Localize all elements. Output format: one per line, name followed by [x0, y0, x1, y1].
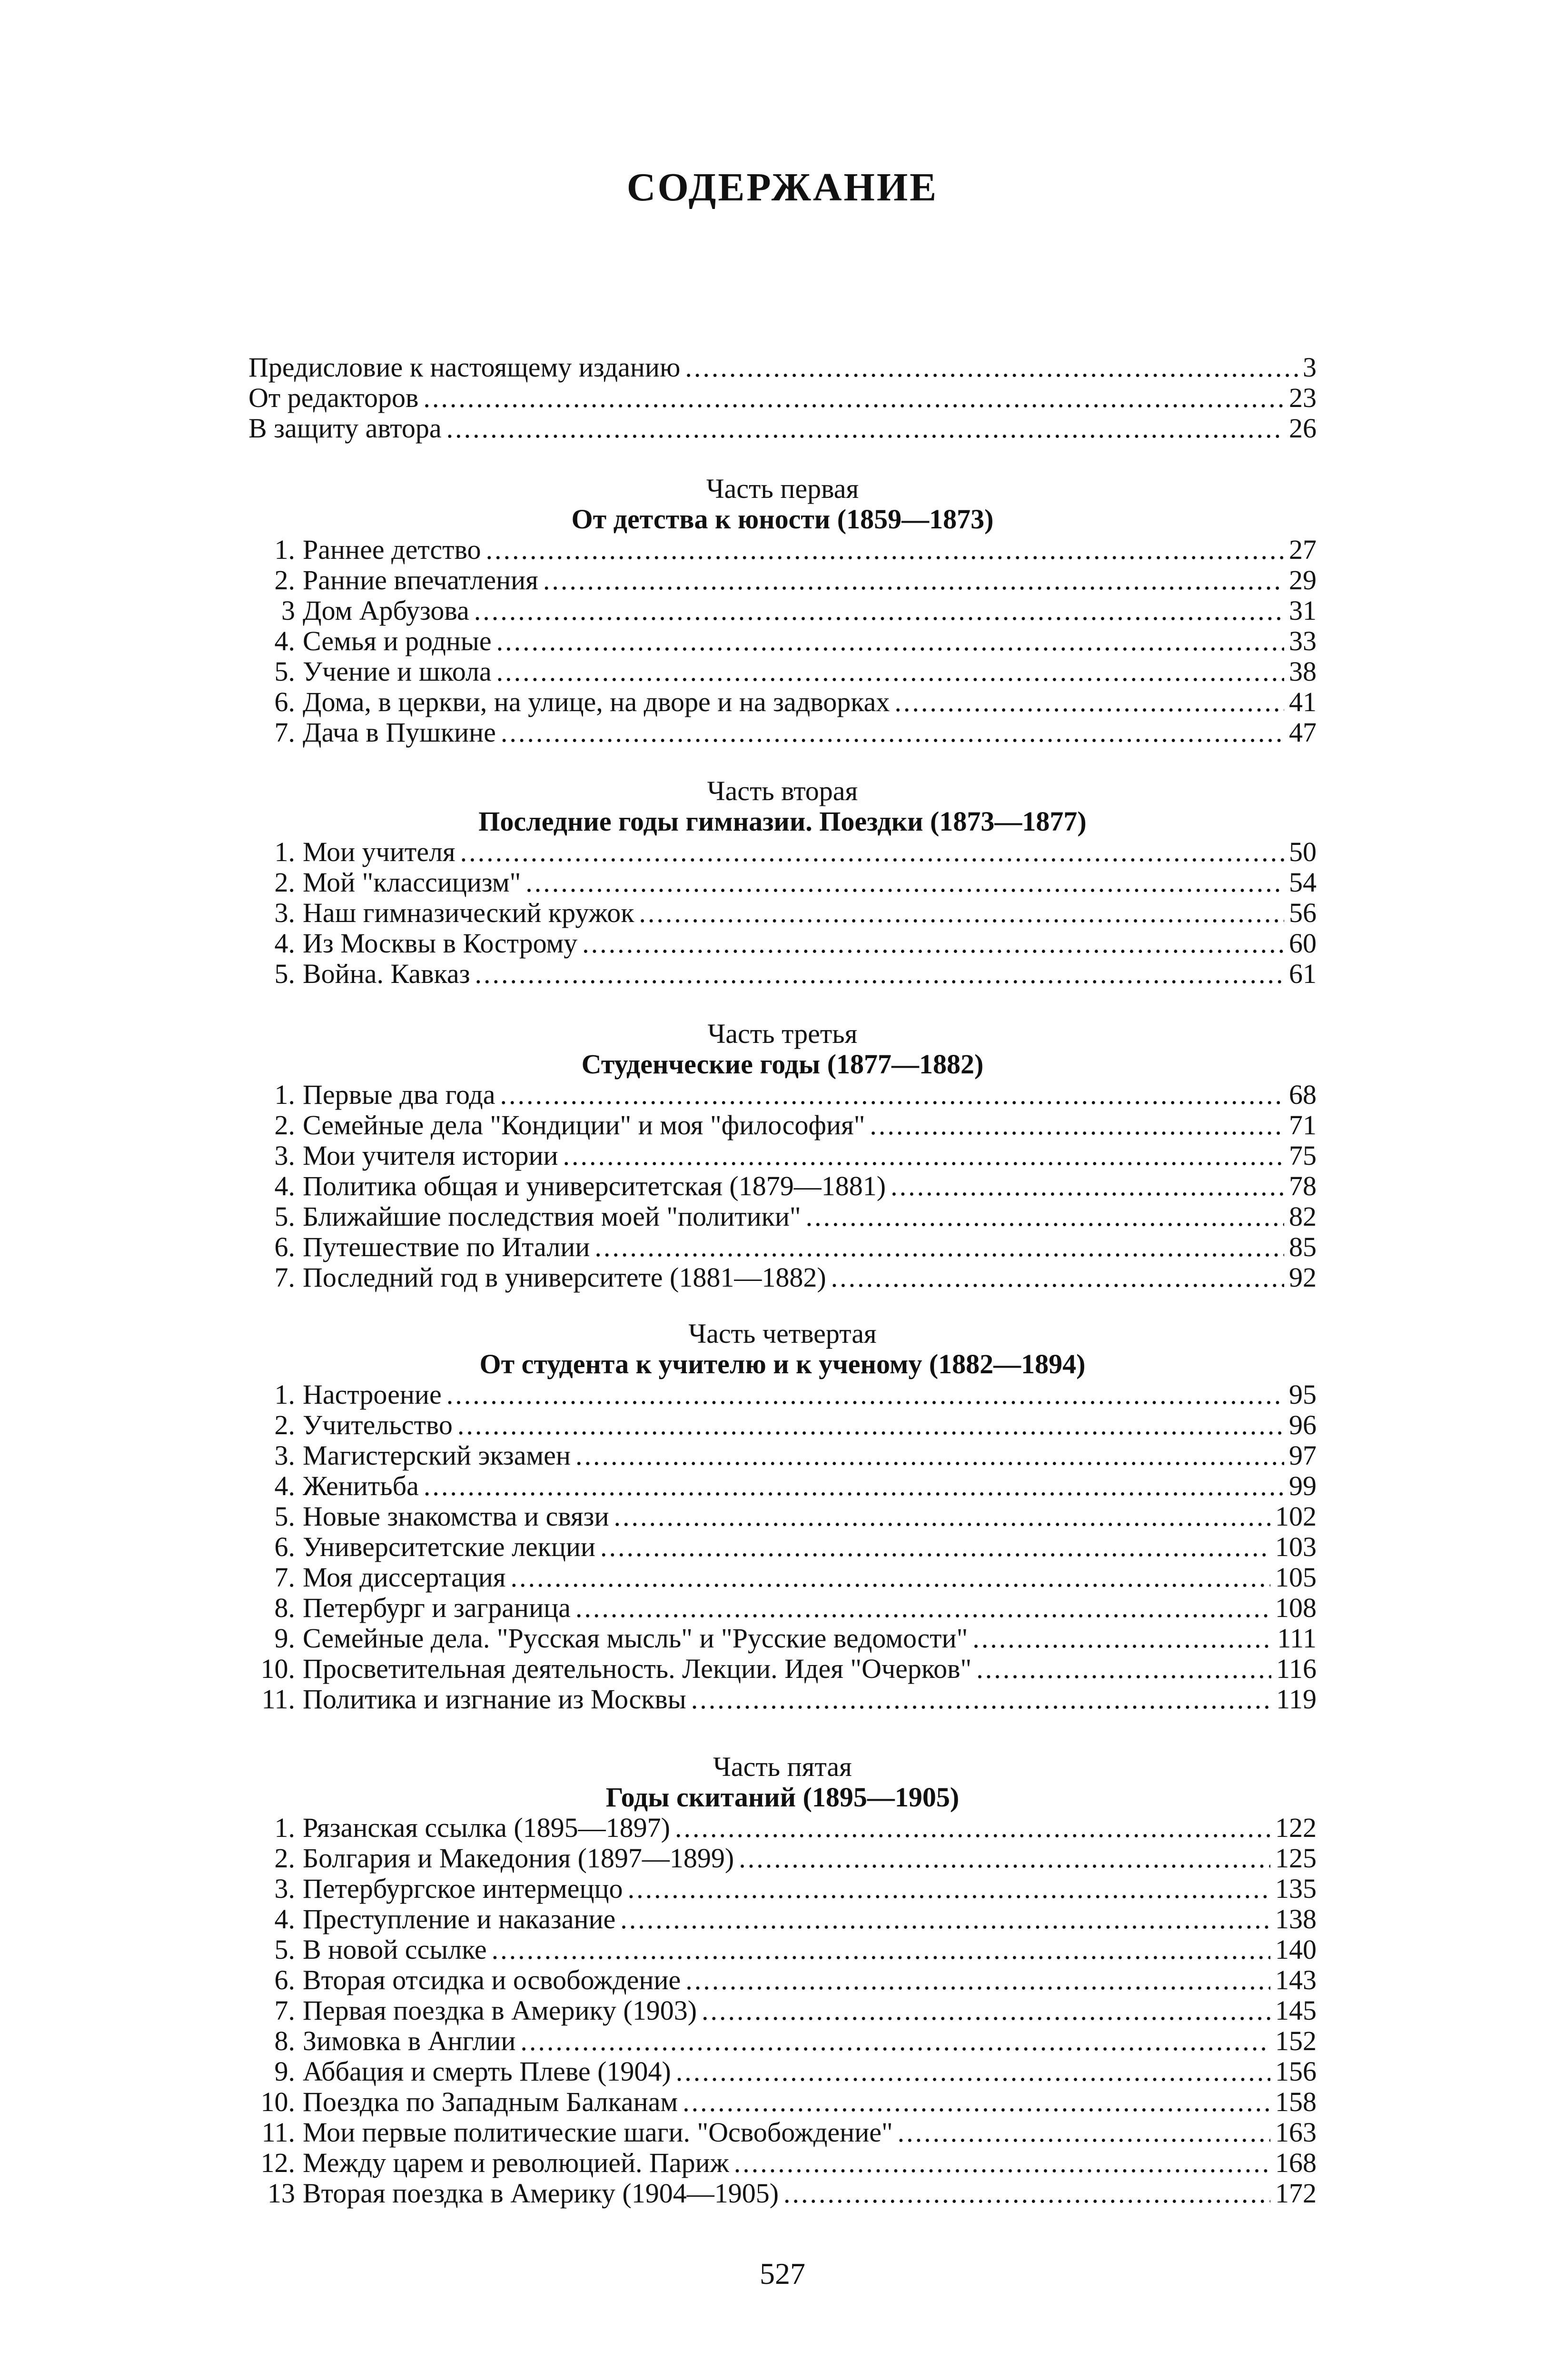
- dot-leader: [734, 2148, 1270, 2178]
- dot-leader: [460, 837, 1284, 867]
- part-label: Часть четвертая: [688, 1318, 877, 1349]
- dot-leader: [972, 1623, 1272, 1654]
- chapter-title: Рязанская ссылка (1895—1897): [303, 1812, 670, 1843]
- dot-leader: [510, 1562, 1270, 1593]
- chapter-page: 97: [1289, 1440, 1317, 1471]
- chapter-number: 1.: [274, 1079, 295, 1110]
- chapter-title: Магистерский экзамен: [303, 1440, 571, 1471]
- chapter-number: 7.: [274, 1995, 295, 2026]
- dot-leader: [685, 352, 1298, 383]
- dot-leader: [423, 383, 1284, 413]
- chapter-title: Война. Кавказ: [303, 958, 470, 989]
- toc-chapter: [248, 626, 1317, 656]
- toc-chapter: [248, 1995, 1317, 2026]
- chapter-number: 2.: [274, 1110, 295, 1140]
- chapter-title: Аббация и смерть Плеве (1904): [303, 2056, 671, 2087]
- dot-leader: [496, 626, 1284, 656]
- dot-leader: [501, 717, 1284, 748]
- part-3-section: [248, 1019, 1317, 1293]
- chapter-page: 38: [1289, 656, 1317, 687]
- toc-chapter: [248, 2026, 1317, 2056]
- toc-chapter: [248, 1904, 1317, 1934]
- chapter-page: 140: [1275, 1934, 1317, 1965]
- toc-chapter: [248, 837, 1317, 867]
- toc-chapter: [248, 867, 1317, 898]
- chapter-title: Семейные дела "Кондиции" и моя "философия": [303, 1110, 865, 1140]
- toc-chapter: [248, 1140, 1317, 1171]
- dot-leader: [891, 1171, 1284, 1201]
- toc-chapter: [248, 2148, 1317, 2178]
- chapter-number: 4.: [274, 1470, 295, 1501]
- chapter-page: 56: [1289, 897, 1317, 928]
- dot-leader: [582, 928, 1284, 959]
- dot-leader: [485, 535, 1284, 565]
- dot-leader: [543, 565, 1284, 595]
- chapter-title: Ранние впечатления: [303, 565, 538, 595]
- chapter-title: Из Москвы в Кострому: [303, 928, 578, 959]
- toc-chapter: [248, 1813, 1317, 1843]
- toc-chapter: [248, 1562, 1317, 1593]
- chapter-title: Вторая поездка в Америку (1904—1905): [303, 2178, 779, 2209]
- toc-chapter: [248, 1379, 1317, 1410]
- chapter-number: 5.: [274, 1201, 295, 1232]
- part-label: Часть вторая: [707, 775, 858, 806]
- dot-leader: [492, 1934, 1270, 1965]
- chapter-title: Ближайшие последствия моей "политики": [303, 1201, 801, 1232]
- chapter-number: 10.: [260, 2086, 295, 2117]
- toc-chapter: [248, 1440, 1317, 1471]
- chapter-page: 95: [1289, 1379, 1317, 1410]
- chapter-number: 8.: [274, 1592, 295, 1623]
- chapter-number: 3.: [274, 1140, 295, 1171]
- dot-leader: [496, 656, 1284, 687]
- toc-chapter: [248, 565, 1317, 595]
- chapter-number: 11.: [261, 1684, 295, 1715]
- chapter-page: 50: [1289, 836, 1317, 867]
- part-title: От детства к юности (1859—1873): [571, 504, 994, 535]
- dot-leader: [475, 959, 1284, 989]
- chapter-number: 4.: [274, 928, 295, 959]
- chapter-page: 33: [1289, 625, 1317, 656]
- chapter-title: Настроение: [303, 1379, 442, 1410]
- chapter-page: 122: [1275, 1812, 1317, 1843]
- chapter-title: Первая поездка в Америку (1903): [303, 1995, 697, 2026]
- dot-leader: [702, 1995, 1270, 2026]
- dot-leader: [831, 1262, 1284, 1293]
- chapter-page: 103: [1275, 1531, 1317, 1562]
- part-2-section: [248, 776, 1317, 989]
- toc-entry-text: От редакторов: [248, 382, 419, 413]
- chapter-number: 9.: [274, 1623, 295, 1654]
- part-5-section: [248, 1752, 1317, 2209]
- chapter-number: 3.: [274, 1873, 295, 1904]
- toc-chapter: [248, 1171, 1317, 1201]
- chapter-number: 4.: [274, 625, 295, 656]
- chapter-title: Вторая отсидка и освобождение: [303, 1964, 681, 1995]
- chapter-page: 41: [1289, 686, 1317, 717]
- chapter-title: В новой ссылке: [303, 1934, 487, 1965]
- chapter-page: 143: [1275, 1964, 1317, 1995]
- chapter-number: 2.: [274, 565, 295, 595]
- toc-chapter: [248, 898, 1317, 928]
- chapter-number: 10.: [260, 1653, 295, 1684]
- chapter-page: 31: [1289, 595, 1317, 626]
- chapter-title: Первые два года: [303, 1079, 495, 1110]
- toc-chapter: [248, 928, 1317, 959]
- toc-entry-editors: [248, 383, 1317, 413]
- chapter-title: Зимовка в Англии: [303, 2025, 516, 2056]
- toc-chapter: [248, 1654, 1317, 1684]
- chapter-number: 12.: [260, 2147, 295, 2178]
- toc-chapter: [248, 1080, 1317, 1110]
- dot-leader: [474, 595, 1284, 626]
- toc-chapter: [248, 1501, 1317, 1532]
- chapter-number: 6.: [274, 686, 295, 717]
- chapter-page: 145: [1275, 1995, 1317, 2026]
- chapter-page: 158: [1275, 2086, 1317, 2117]
- chapter-title: Семья и родные: [303, 625, 492, 656]
- chapter-page: 156: [1275, 2056, 1317, 2087]
- chapter-number: 8.: [274, 2025, 295, 2056]
- dot-leader: [675, 1813, 1270, 1843]
- toc-chapter: [248, 1532, 1317, 1562]
- toc-chapter: [248, 959, 1317, 989]
- chapter-page: 82: [1289, 1201, 1317, 1232]
- toc-chapter: [248, 1110, 1317, 1140]
- chapter-page: 61: [1289, 958, 1317, 989]
- toc-entry-page: 23: [1289, 382, 1317, 413]
- chapter-number: 5.: [274, 1501, 295, 1532]
- chapter-number: 3.: [274, 897, 295, 928]
- chapter-number: 1.: [274, 1812, 295, 1843]
- toc-chapter: [248, 1201, 1317, 1232]
- chapter-title: Мои первые политические шаги. "Освобождение": [303, 2117, 893, 2148]
- part-title: Годы скитаний (1895—1905): [605, 1782, 960, 1813]
- chapter-title: Мои учителя: [303, 836, 456, 867]
- toc-chapter: [248, 535, 1317, 565]
- chapter-page: 108: [1275, 1592, 1317, 1623]
- chapter-title: Дача в Пушкине: [303, 717, 496, 748]
- dot-leader: [563, 1140, 1284, 1171]
- toc-entry-text: Предисловие к настоящему изданию: [248, 352, 681, 383]
- chapter-number: 9.: [274, 2056, 295, 2087]
- chapter-page: 92: [1289, 1262, 1317, 1293]
- toc-chapter: [248, 1965, 1317, 1995]
- part-title: От студента к учителю и к ученому (1882—1894): [479, 1349, 1086, 1379]
- chapter-number: 7.: [274, 1262, 295, 1293]
- page-title: СОДЕРЖАНИЕ: [626, 165, 939, 209]
- toc-chapter: [248, 1410, 1317, 1440]
- chapter-page: 96: [1289, 1409, 1317, 1440]
- part-1-section: [248, 474, 1317, 748]
- dot-leader: [639, 898, 1284, 928]
- toc-chapter: [248, 1934, 1317, 1965]
- chapter-page: 29: [1289, 565, 1317, 595]
- chapter-number: 2.: [274, 1843, 295, 1874]
- dot-leader: [594, 1232, 1284, 1262]
- toc-chapter: [248, 1232, 1317, 1262]
- dot-leader: [424, 1471, 1284, 1501]
- dot-leader: [894, 687, 1284, 717]
- chapter-title: Петербург и заграница: [303, 1592, 571, 1623]
- dot-leader: [976, 1654, 1271, 1684]
- chapter-title: Мой "классицизм": [303, 867, 521, 898]
- chapter-number: 11.: [261, 2117, 295, 2148]
- dot-leader: [575, 1593, 1270, 1623]
- toc-chapter: [248, 687, 1317, 717]
- chapter-number: 1.: [274, 1379, 295, 1410]
- dot-leader: [628, 1874, 1270, 1904]
- toc-entry-page: 3: [1303, 352, 1317, 383]
- dot-leader: [739, 1843, 1270, 1874]
- dot-leader: [806, 1201, 1284, 1232]
- chapter-number: 13: [267, 2178, 295, 2209]
- toc-chapter: [248, 656, 1317, 687]
- chapter-number: 4.: [274, 1904, 295, 1934]
- chapter-page: 27: [1289, 534, 1317, 565]
- dot-leader: [898, 2117, 1270, 2148]
- chapter-page: 119: [1276, 1684, 1317, 1715]
- part-label: Часть пятая: [713, 1751, 852, 1782]
- toc-chapter: [248, 595, 1317, 626]
- chapter-page: 85: [1289, 1231, 1317, 1262]
- toc-chapter: [248, 1843, 1317, 1874]
- chapter-page: 102: [1275, 1501, 1317, 1532]
- chapter-page: 47: [1289, 717, 1317, 748]
- toc-chapter: [248, 1874, 1317, 1904]
- dot-leader: [614, 1501, 1271, 1532]
- chapter-number: 6.: [274, 1531, 295, 1562]
- chapter-number: 5.: [274, 958, 295, 989]
- chapter-title: Учительство: [303, 1409, 453, 1440]
- toc-chapter: [248, 2087, 1317, 2117]
- toc-chapter: [248, 2056, 1317, 2087]
- chapter-title: Мои учителя истории: [303, 1140, 558, 1171]
- chapter-page: 78: [1289, 1170, 1317, 1201]
- dot-leader: [620, 1904, 1270, 1934]
- dot-leader: [457, 1410, 1284, 1440]
- part-title: Студенческие годы (1877—1882): [581, 1049, 984, 1080]
- toc-chapter: [248, 1262, 1317, 1293]
- chapter-title: Преступление и наказание: [303, 1904, 616, 1934]
- toc-chapter: [248, 1593, 1317, 1623]
- chapter-number: 1.: [274, 836, 295, 867]
- chapter-number: 5.: [274, 1934, 295, 1965]
- chapter-number: 3.: [274, 1440, 295, 1471]
- part-label: Часть первая: [706, 473, 859, 504]
- chapter-title: Политика общая и университетская (1879—1881): [303, 1170, 886, 1201]
- dot-leader: [500, 1080, 1284, 1110]
- dot-leader: [446, 413, 1284, 444]
- chapter-page: 54: [1289, 867, 1317, 898]
- chapter-title: Поездка по Западным Балканам: [303, 2086, 678, 2117]
- chapter-title: Наш гимназический кружок: [303, 897, 634, 928]
- chapter-page: 135: [1275, 1873, 1317, 1904]
- chapter-number: 6.: [274, 1231, 295, 1262]
- toc-chapter: [248, 2117, 1317, 2148]
- chapter-page: 71: [1289, 1110, 1317, 1140]
- chapter-title: Последний год в университете (1881—1882): [303, 1262, 826, 1293]
- chapter-title: Университетские лекции: [303, 1531, 595, 1562]
- part-title: Последние годы гимназии. Поездки (1873—1877): [478, 806, 1087, 837]
- chapter-page: 172: [1275, 2178, 1317, 2209]
- chapter-title: Раннее детство: [303, 534, 481, 565]
- part-4-section: [248, 1319, 1317, 1715]
- chapter-number: 7.: [274, 717, 295, 748]
- toc-entry-preface: [248, 352, 1317, 383]
- chapter-title: Болгария и Македония (1897—1899): [303, 1843, 734, 1874]
- dot-leader: [520, 2026, 1270, 2056]
- toc-chapter: [248, 717, 1317, 748]
- chapter-number: 7.: [274, 1562, 295, 1593]
- chapter-number: 2.: [274, 867, 295, 898]
- chapter-number: 6.: [274, 1964, 295, 1995]
- chapter-page: 99: [1289, 1470, 1317, 1501]
- dot-leader: [691, 1684, 1271, 1715]
- dot-leader: [683, 2087, 1270, 2117]
- chapter-number: 4.: [274, 1170, 295, 1201]
- chapter-title: Женитьба: [303, 1470, 419, 1501]
- chapter-page: 163: [1275, 2117, 1317, 2148]
- chapter-title: Политика и изгнание из Москвы: [303, 1684, 686, 1715]
- toc-chapter: [248, 1623, 1317, 1654]
- chapter-title: Между царем и революцией. Париж: [303, 2147, 729, 2178]
- dot-leader: [446, 1379, 1284, 1410]
- chapter-page: 125: [1275, 1843, 1317, 1874]
- chapter-page: 138: [1275, 1904, 1317, 1934]
- dot-leader: [685, 1965, 1270, 1995]
- chapter-page: 111: [1277, 1623, 1317, 1654]
- dot-leader: [525, 867, 1284, 898]
- toc-entry-text: В защиту автора: [248, 413, 442, 444]
- chapter-page: 68: [1289, 1079, 1317, 1110]
- dot-leader: [600, 1532, 1270, 1562]
- part-label: Часть третья: [707, 1018, 858, 1049]
- chapter-title: Путешествие по Италии: [303, 1231, 590, 1262]
- toc-entry-defense: [248, 413, 1317, 444]
- intro-section: [248, 352, 1317, 444]
- chapter-title: Петербургское интермеццо: [303, 1873, 623, 1904]
- dot-leader: [870, 1110, 1284, 1140]
- chapter-title: Дома, в церкви, на улице, на дворе и на задворках: [303, 686, 890, 717]
- toc-entry-page: 26: [1289, 413, 1317, 444]
- chapter-number: 3: [281, 595, 295, 626]
- chapter-number: 5.: [274, 656, 295, 687]
- dot-leader: [783, 2178, 1270, 2209]
- chapter-title: Дом Арбузова: [303, 595, 469, 626]
- chapter-page: 105: [1275, 1562, 1317, 1593]
- chapter-title: Просветительная деятельность. Лекции. Идея "Очерков": [303, 1653, 972, 1684]
- dot-leader: [575, 1440, 1284, 1471]
- chapter-title: Семейные дела. "Русская мысль" и "Русские ведомости": [303, 1623, 968, 1654]
- chapter-title: Моя диссертация: [303, 1562, 506, 1593]
- chapter-page: 152: [1275, 2025, 1317, 2056]
- chapter-page: 116: [1276, 1653, 1317, 1684]
- toc-chapter: [248, 1684, 1317, 1715]
- chapter-number: 1.: [274, 534, 295, 565]
- chapter-number: 2.: [274, 1409, 295, 1440]
- chapter-title: Учение и школа: [303, 656, 492, 687]
- toc-chapter: [248, 1471, 1317, 1501]
- page-number: 527: [760, 2257, 805, 2291]
- dot-leader: [676, 2056, 1270, 2087]
- chapter-page: 168: [1275, 2147, 1317, 2178]
- chapter-page: 60: [1289, 928, 1317, 959]
- chapter-title: Новые знакомства и связи: [303, 1501, 609, 1532]
- toc-chapter: [248, 2178, 1317, 2209]
- chapter-page: 75: [1289, 1140, 1317, 1171]
